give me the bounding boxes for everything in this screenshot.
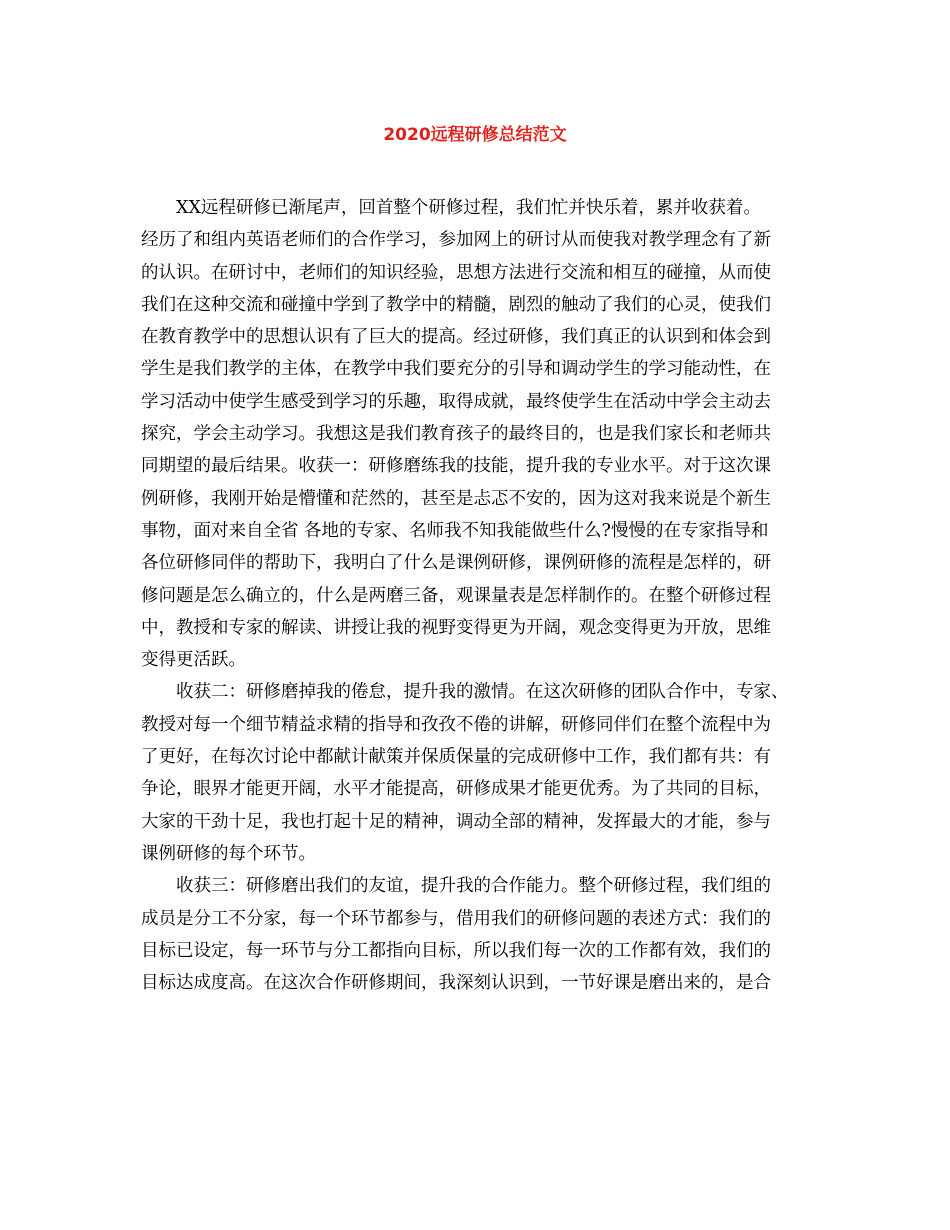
text-line: 了更好，在每次讨论中都献计献策并保质保量的完成研修中工作，我们都有共：有	[141, 747, 771, 768]
text-line: XX远程研修已渐尾声，回首整个研修过程，我们忙并快乐着，累并收获着。	[176, 198, 761, 218]
text-line: 各位研修同伴的帮助下，我明白了什么是课例研修，课例研修的流程是怎样的，研	[141, 553, 771, 574]
text-line: 我们在这种交流和碰撞中学到了教学中的精髓，剧烈的触动了我们的心灵，使我们	[141, 294, 771, 315]
paragraph-2	[141, 676, 813, 870]
text-line: 目标已设定，每一环节与分工都指向目标，所以我们每一次的工作都有效，我们的	[141, 940, 771, 961]
text-line: 目标达成度高。在这次合作研修期间，我深刻认识到，一节好课是磨出来的，是合	[141, 973, 771, 994]
text-line: 争论，眼界才能更开阔，水平才能提高，研修成果才能更优秀。为了共同的目标，	[141, 779, 771, 800]
text-line: 大家的干劲十足，我也打起十足的精神，调动全部的精神，发挥最大的才能，参与	[141, 811, 771, 832]
paragraph-1	[141, 192, 813, 676]
document-title: 2020远程研修总结范文	[383, 125, 567, 145]
document-body	[141, 192, 813, 999]
text-line: 经历了和组内英语老师们的合作学习，参加网上的研讨从而使我对教学理念有了新	[141, 230, 771, 251]
text-line: 同期望的最后结果。收获一：研修磨练我的技能，提升我的专业水平。对于这次课	[141, 456, 771, 477]
paragraph-3	[141, 870, 813, 999]
text-line: 事物，面对来自全省 各地的专家、名师我不知我能做些什么?慢慢的在专家指导和	[141, 520, 769, 541]
text-line: 中，教授和专家的解读、讲授让我的视野变得更为开阔，观念变得更为开放，思维	[141, 617, 771, 638]
text-line: 收获二：研修磨掉我的倦怠，提升我的激情。在这次研修的团队合作中，专家、	[176, 682, 789, 703]
text-line: 收获三：研修磨出我们的友谊，提升我的合作能力。整个研修过程，我们组的	[176, 876, 771, 897]
text-line: 学习活动中使学生感受到学习的乐趣，取得成就，最终使学生在活动中学会主动去	[141, 391, 771, 412]
text-line: 成员是分工不分家，每一个环节都参与，借用我们的研修问题的表述方式：我们的	[141, 908, 771, 929]
text-line: 教授对每一个细节精益求精的指导和孜孜不倦的讲解，研修同伴们在整个流程中为	[141, 714, 771, 735]
text-line: 学生是我们教学的主体，在教学中我们要充分的引导和调动学生的学习能动性，在	[141, 359, 771, 380]
text-line: 修问题是怎么确立的，什么是两磨三备，观课量表是怎样制作的。在整个研修过程	[141, 585, 771, 606]
text-line: 探究，学会主动学习。我想这是我们教育孩子的最终目的，也是我们家长和老师共	[141, 424, 771, 445]
text-line: 例研修，我刚开始是懵懂和茫然的，甚至是忐忑不安的，因为这对我来说是个新生	[141, 488, 771, 509]
text-line: 的认识。在研讨中，老师们的知识经验，思想方法进行交流和相互的碰撞，从而使	[141, 262, 771, 283]
text-line: 课例研修的每个环节。	[141, 843, 316, 864]
text-line: 变得更活跃。	[141, 650, 246, 671]
text-line: 在教育教学中的思想认识有了巨大的提高。经过研修，我们真正的认识到和体会到	[141, 327, 771, 348]
